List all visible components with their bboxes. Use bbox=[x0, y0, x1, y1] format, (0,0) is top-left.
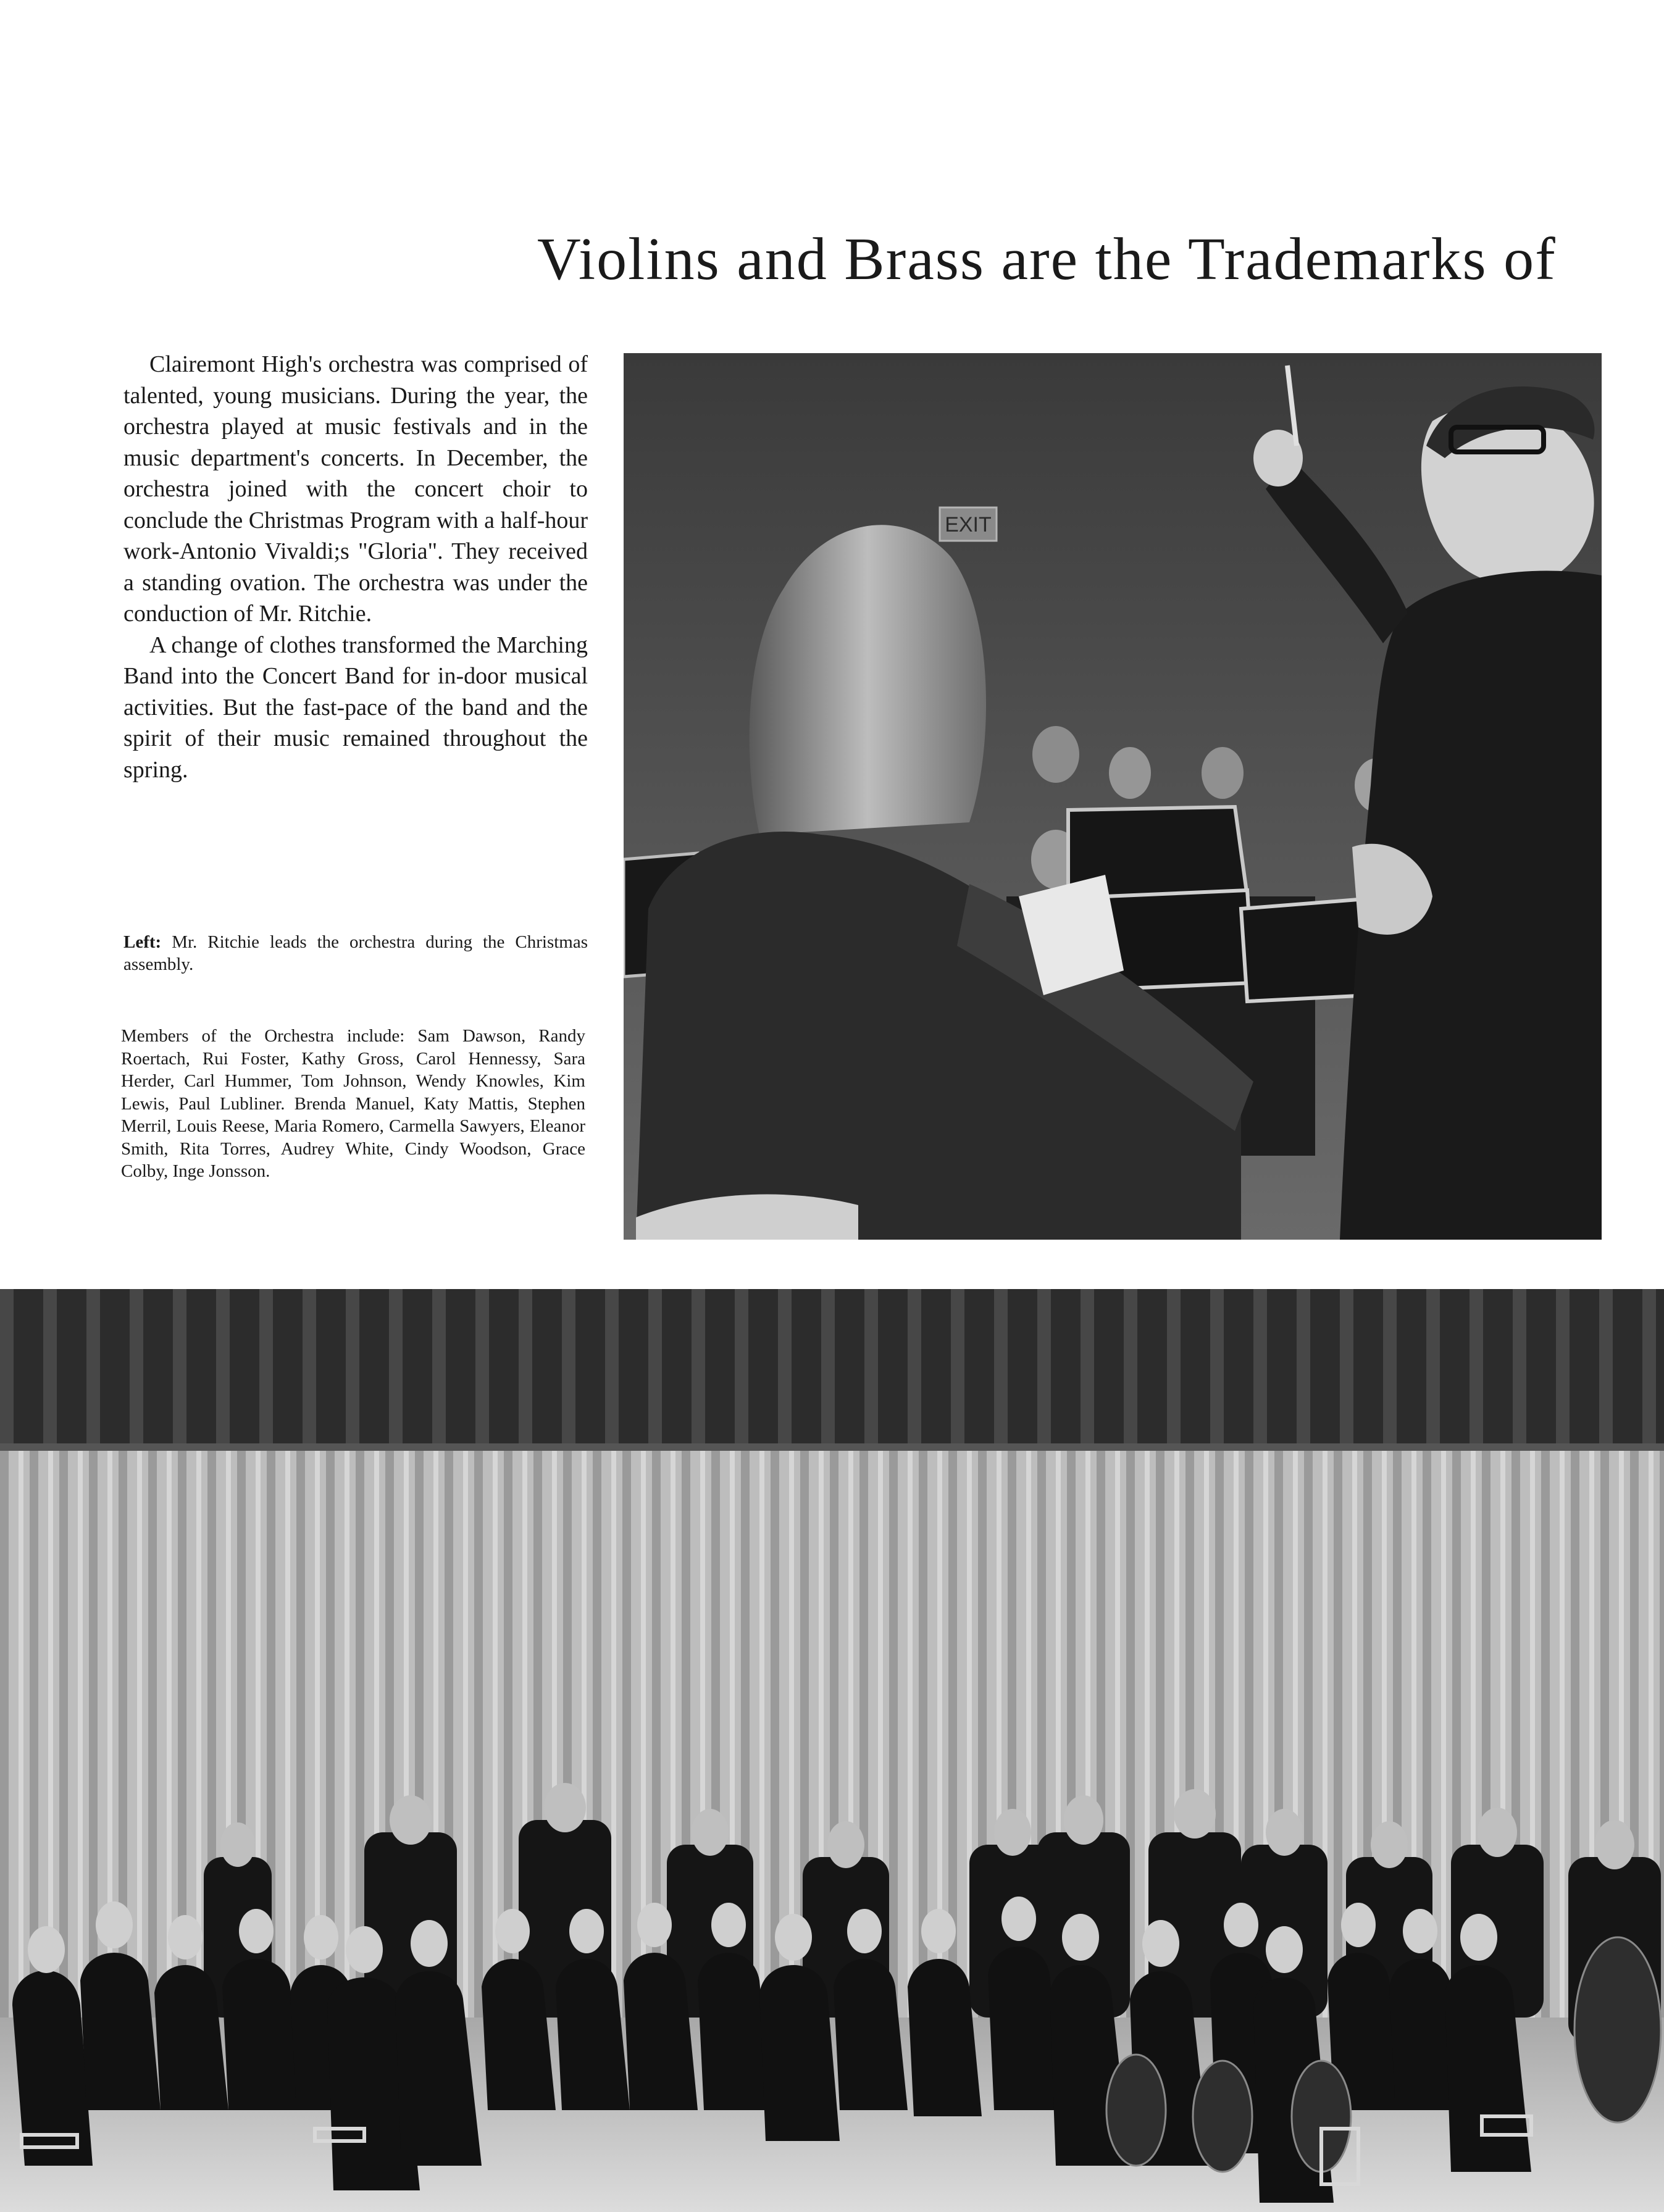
orchestra-members-list: Members of the Orchestra include: Sam Dawson, Randy Roertach, Rui Foster, Kathy Gross, Carol Hennessy, Sara Herder, Carl Hummer, Tom Johnson, Wendy Knowles, Kim Lewis, Paul Lubliner. Brenda Manuel, Katy Mattis, Stephen Merril, Louis Reese, Maria Romero, Carmella Sawyers, Eleanor Smith, Rita Torres, Audrey White, Cindy Woodson, Grace Colby, Inge Jonsson. bbox=[121, 1026, 585, 1181]
article-body bbox=[123, 349, 588, 785]
orchestra-group-photo-image bbox=[0, 1289, 1664, 2212]
photo-caption bbox=[123, 931, 588, 975]
conductor-photo-image bbox=[624, 353, 1602, 1240]
orchestra-group-photo bbox=[0, 1289, 1664, 2212]
body-paragraph-1: Clairemont High's orchestra was comprised of talented, young musicians. During the year, the orchestra played at music festivals and in the music department's concerts. In December, the orchestra joined with the concert choir to conclude the Christmas Program with a half-hour work-Antonio Vivaldi;s "Gloria". They received a standing ovation. The orchestra was under the conduction of Mr. Ritchie. bbox=[123, 351, 588, 627]
caption-text: Mr. Ritchie leads the orchestra during the Christmas assembly. bbox=[123, 932, 588, 974]
body-paragraph-2: A change of clothes transformed the Marching Band into the Concert Band for in-door musical activities. But the fast-pace of the band and the spirit of their music remained throughout the spring. bbox=[123, 632, 588, 783]
caption-label: Left: bbox=[123, 932, 162, 952]
page-headline: Violins and Brass are the Trademarks of bbox=[537, 226, 1557, 293]
exit-sign-text: EXIT bbox=[945, 513, 992, 536]
conductor-photo bbox=[624, 353, 1602, 1240]
